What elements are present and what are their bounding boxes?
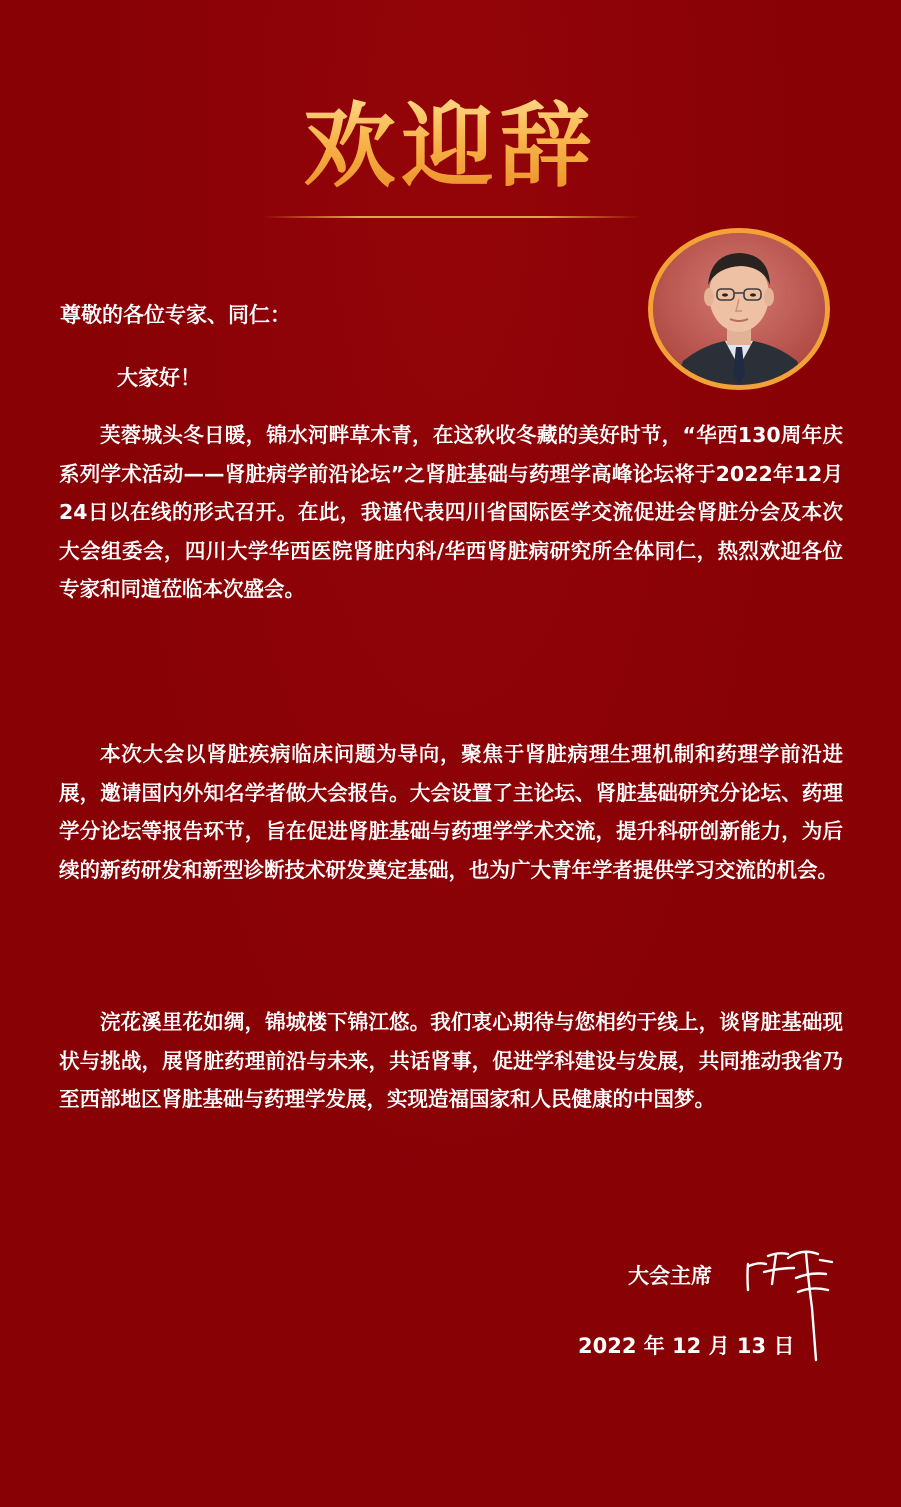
letter-salutation: 尊敬的各位专家、同仁： — [60, 303, 291, 327]
letter-paragraph: 浣花溪里花如绸，锦城楼下锦江悠。我们衷心期待与您相约于线上，谈肾脏基础现状与挑战，展肾脏药理前沿与未来，共话肾事，促进学科建设与发展，共同推动我省乃至西部地区肾脏基础与药理学发展，实现造福国家和人民健康的中国梦。 — [59, 1010, 843, 1111]
chair-portrait — [648, 228, 830, 390]
letter-greeting: 大家好！ — [117, 366, 201, 390]
letter-paragraph: 本次大会以肾脏疾病临床问题为导向，聚焦于肾脏病理生理机制和药理学前沿进展，邀请国内外知名学者做大会报告。大会设置了主论坛、肾脏基础研究分论坛、药理学分论坛等报告环节，旨在促进肾脏基础与药理学学术交流，提升科研创新能力，为后续的新药研发和新型诊断技术研发奠定基础，也为广大青年学者提供学习交流的机会。 — [59, 742, 843, 882]
chair-portrait-photo-icon — [653, 233, 825, 385]
chair-title-label: 大会主席 — [628, 1264, 712, 1288]
page-title: 欢迎辞 — [0, 92, 901, 202]
title-divider — [262, 216, 640, 218]
letter-paragraph: 芙蓉城头冬日暖，锦水河畔草木青，在这秋收冬藏的美好时节，“华西130周年庆系列学术活动——肾脏病学前沿论坛”之肾脏基础与药理学高峰论坛将于2022年12月24日以在线的形式召开。在此，我谨代表四川省国际医学交流促进会肾脏分会及本次大会组委会，四川大学华西医院肾脏内科/华西肾脏病研究所全体同仁，热烈欢迎各位专家和同道莅临本次盛会。 — [59, 423, 843, 601]
letter-date: 2022 年 12 月 13 日 — [578, 1334, 795, 1358]
